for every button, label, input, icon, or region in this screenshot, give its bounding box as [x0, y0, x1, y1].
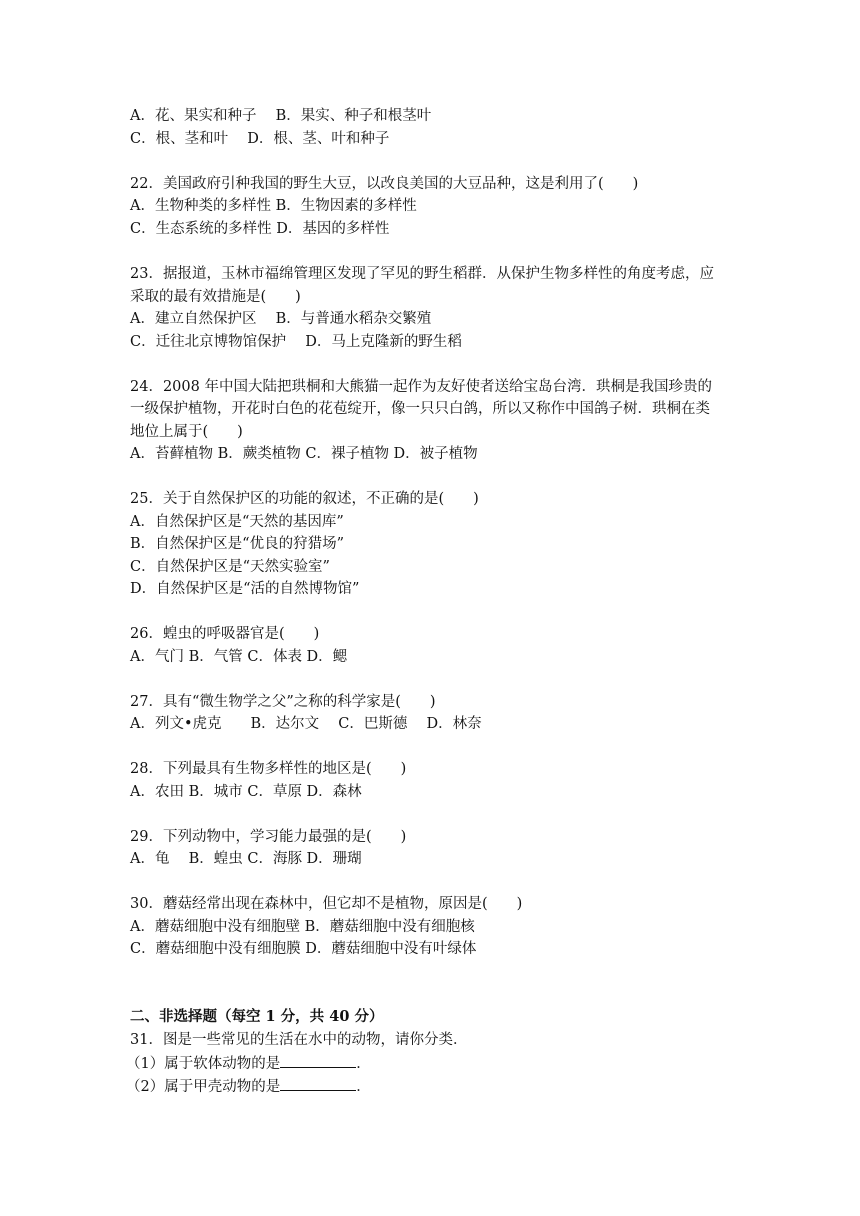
q30-options-line-2: C．蘑菇细胞中没有细胞膜 D．蘑菇细胞中没有叶绿体 [130, 941, 477, 957]
q23-stem-line-1: 23．据报道，玉林市福绵管理区发现了罕见的野生稻群．从保护生物多样性的角度考虑，应 [130, 266, 714, 282]
q31-sub-2-blank[interactable] [280, 1076, 356, 1091]
q22-options-line-2: C．生态系统的多样性 D．基因的多样性 [130, 221, 390, 237]
q31-sub-2-label: （2）属于甲壳动物的是 [126, 1079, 281, 1095]
q25-option-a: A．自然保护区是“天然的基因库” [130, 514, 344, 530]
q23-options-line-2: C．迁往北京博物馆保护 D．马上克隆新的野生稻 [130, 334, 462, 350]
q23-stem-line-2: 采取的最有效措施是( ) [130, 289, 301, 305]
q24-stem-line-3: 地位上属于( ) [130, 424, 243, 440]
q25-option-b: B．自然保护区是“优良的狩猎场” [130, 536, 344, 552]
q24-stem-line-1: 24．2008 年中国大陆把珙桐和大熊猫一起作为友好使者送给宝岛台湾．珙桐是我国珍贵的 [130, 379, 712, 395]
q21-options-line-1: A．花、果实和种子 B．果实、种子和根茎叶 [130, 108, 432, 124]
q29-stem: 29．下列动物中，学习能力最强的是( ) [130, 829, 407, 845]
q22-stem: 22．美国政府引种我国的野生大豆，以改良美国的大豆品种，这是利用了( ) [130, 176, 639, 192]
q23-options-line-1: A．建立自然保护区 B．与普通水稻杂交繁殖 [130, 311, 432, 327]
q31-stem: 31．图是一些常见的生活在水中的动物，请你分类． [130, 1032, 468, 1048]
q26-options-line-1: A．气门 B．气管 C．体表 D．鳃 [130, 649, 348, 665]
q24-stem-line-2: 一级保护植物，开花时白色的花苞绽开，像一只只白鸽，所以又称作中国鸽子树．珙桐在类 [130, 401, 710, 417]
q30-options-line-1: A．蘑菇细胞中没有细胞壁 B．蘑菇细胞中没有细胞核 [130, 919, 475, 935]
q27-stem: 27．具有“微生物学之父”之称的科学家是( ) [130, 694, 436, 710]
q28-options-line-1: A．农田 B．城市 C．草原 D．森林 [130, 784, 362, 800]
q31-sub-1-end: ． [356, 1056, 371, 1072]
q28-stem: 28．下列最具有生物多样性的地区是( ) [130, 761, 407, 777]
q31-sub-1-label: （1）属于软体动物的是 [126, 1056, 281, 1072]
q29-options-line-1: A．龟 B．蝗虫 C．海豚 D．珊瑚 [130, 851, 362, 867]
q25-option-c: C．自然保护区是“天然实验室” [130, 559, 330, 575]
q31-sub-2-end: ． [356, 1079, 371, 1095]
q21-options-line-2: C．根、茎和叶 D．根、茎、叶和种子 [130, 131, 390, 147]
q25-stem: 25．关于自然保护区的功能的叙述，不正确的是( ) [130, 491, 479, 507]
section-2-heading: 二、非选择题（每空 1 分，共 40 分） [130, 1008, 384, 1025]
q27-options-line-1: A．列文•虎克 B．达尔文 C．巴斯德 D．林奈 [130, 716, 482, 732]
q26-stem: 26．蝗虫的呼吸器官是( ) [130, 626, 320, 642]
q25-option-d: D．自然保护区是“活的自然博物馆” [130, 581, 360, 597]
q31-sub-2 [126, 1076, 371, 1096]
q22-options-line-1: A．生物种类的多样性 B．生物因素的多样性 [130, 198, 417, 214]
q30-stem: 30．蘑菇经常出现在森林中，但它却不是植物，原因是( ) [130, 896, 523, 912]
q24-options-line-1: A．苔藓植物 B．蕨类植物 C．裸子植物 D．被子植物 [130, 446, 478, 462]
q31-sub-1-blank[interactable] [280, 1053, 356, 1068]
q31-sub-1 [126, 1053, 371, 1073]
